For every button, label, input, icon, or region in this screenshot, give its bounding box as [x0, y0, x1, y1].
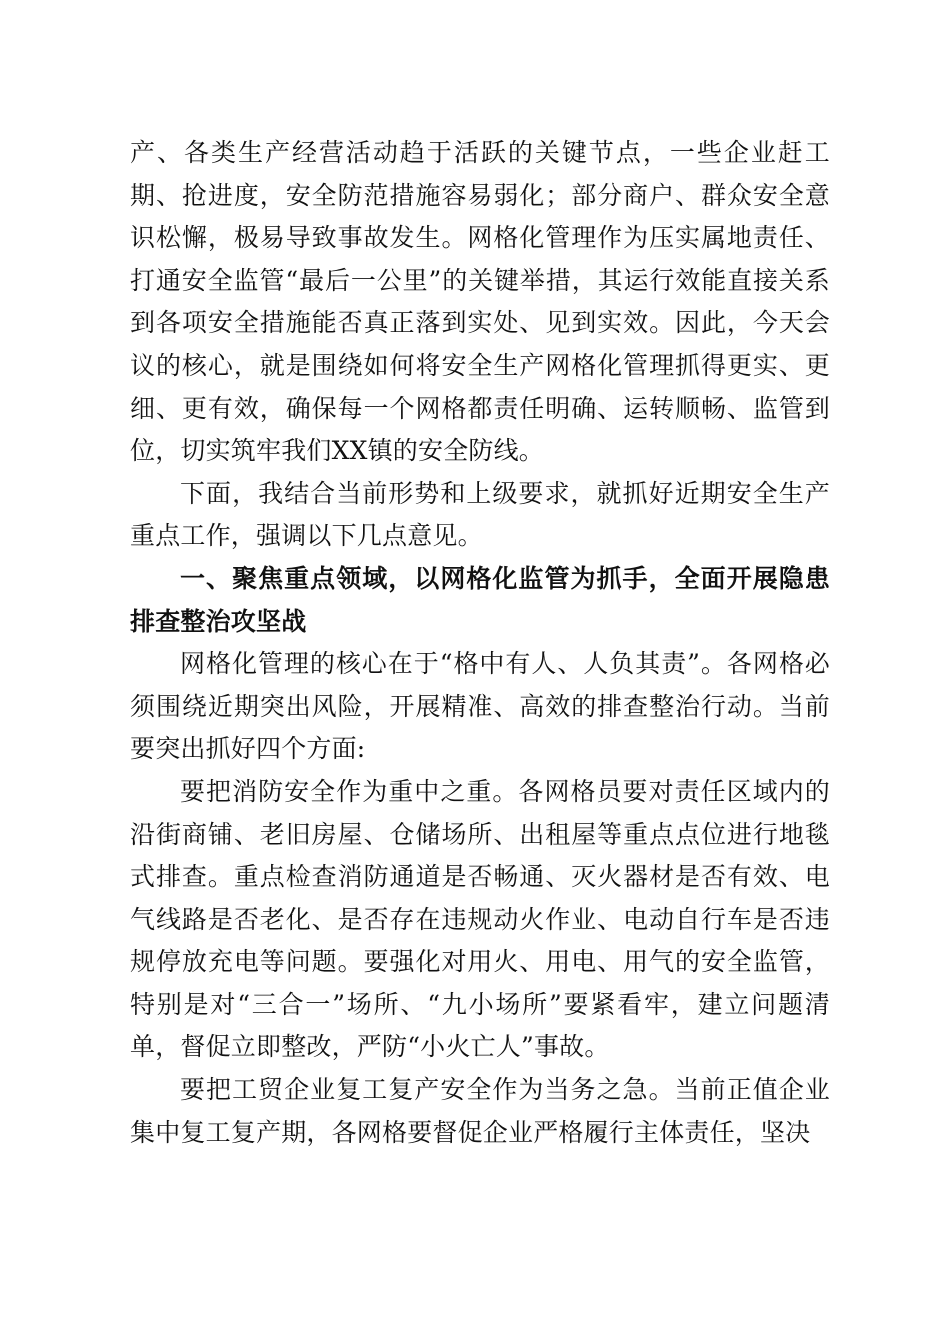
- document-body: [130, 132, 830, 1154]
- paragraph-1: 产、各类生产经营活动趋于活跃的关键节点，一些企业赶工期、抢进度，安全防范措施容易弱化；部分商户、群众安全意识松懈，极易导致事故发生。网格化管理作为压实属地责任、打通安全监管“最后一公里”的关键举措，其运行效能直接关系到各项安全措施能否真正落到实处、见到实效。因此，今天会议的核心，就是围绕如何将安全生产网格化管理抓得更实、更细、更有效，确保每一个网格都责任明确、运转顺畅、监管到位，切实筑牢我们XX镇的安全防线。: [130, 138, 830, 466]
- paragraph-2: 下面，我结合当前形势和上级要求，就抓好近期安全生产重点工作，强调以下几点意见。: [130, 478, 830, 551]
- paragraph-4: 要把消防安全作为重中之重。各网格员要对责任区域内的沿街商铺、老旧房屋、仓储场所、出租屋等重点点位进行地毯式排查。重点检查消防通道是否畅通、灭火器材是否有效、电气线路是否老化、是否存在违规动火作业、电动自行车是否违规停放充电等问题。要强化对用火、用电、用气的安全监管，特别是对“三合一”场所、“九小场所”要紧看牢，建立问题清单，督促立即整改，严防“小火亡人”事故。: [130, 776, 830, 1062]
- paragraph-5: 要把工贸企业复工复产安全作为当务之急。当前正值企业集中复工复产期，各网格要督促企业严格履行主体责任，坚决: [130, 1075, 830, 1147]
- section-heading-1: 一、聚焦重点领域，以网格化监管为抓手，全面开展隐患排查整治攻坚战: [130, 563, 830, 636]
- paragraph-3: 网格化管理的核心在于“格中有人、人负其责”。各网格必须围绕近期突出风险，开展精准、高效的排查整治行动。当前要突出抓好四个方面:: [130, 649, 830, 764]
